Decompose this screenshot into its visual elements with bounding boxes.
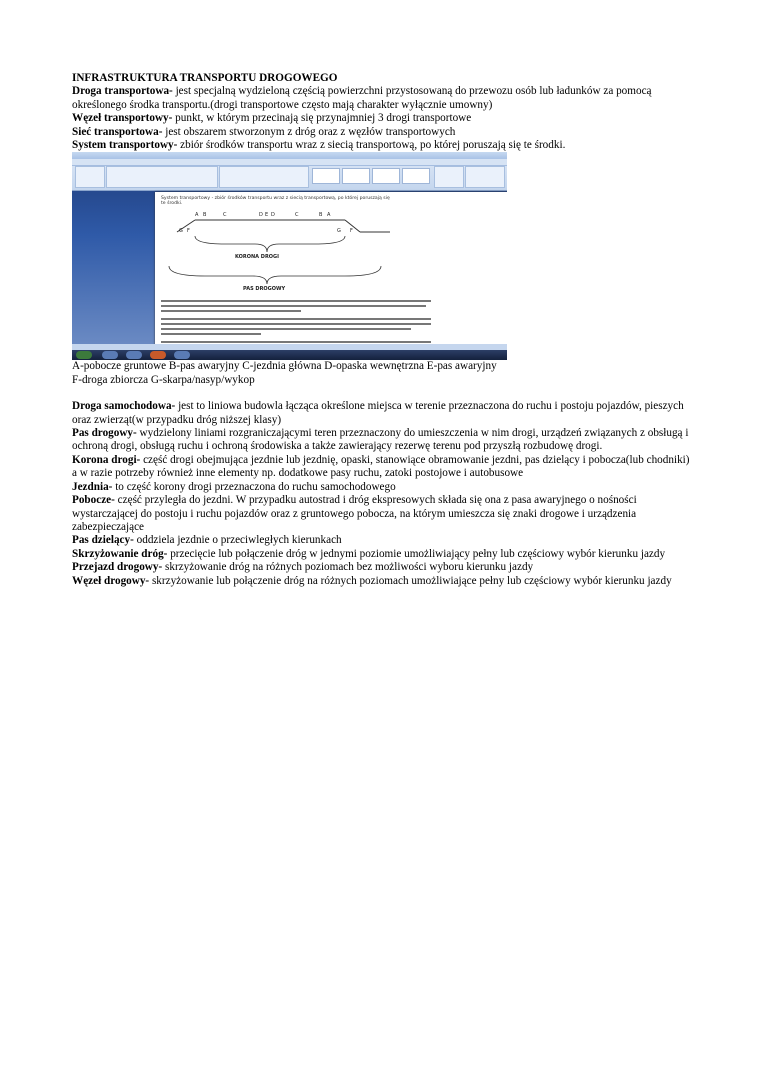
definition-korona-drogi: Korona drogi- część drogi obejmująca jezdnie lub jezdnię, opaski, stanowiące obramowanie jezdni, pas dzielący i pobocza(lub chodniki) a w razie potrzeby również inne elementy np. dodatkowe pasy ruchu, zatoki postojowe i autobusowe [72,453,690,480]
diagram-letter: B [203,212,207,219]
definition-system-transportowy: System transportowy- zbiór środków transportu wraz z siecią transportową, po której poruszają się te środki. [72,139,566,152]
definition-jezdnia: Jezdnia- to część korony drogi przeznaczona do ruchu samochodowego [72,480,396,493]
definition-skrzyzowanie-drog: Skrzyżowanie dróg- przecięcie lub połączenie dróg w jednymi poziomie umożliwiający pełny lub częściowy wybór kierunku jazdy [72,547,666,560]
diagram-letter: D [271,212,275,219]
definition-pas-dzielacy: Pas dzielący- oddziela jezdnie o przeciwległych kierunkach [72,534,342,547]
definition-pas-drogowy: Pas drogowy- wydzielony liniami rozgraniczającymi teren przeznaczony do umieszczenia w nim drogi, urządzeń związanych z obsługą i ochroną drogi, obsługą ruchu i ochroną środowiska a także zawierający rezerwę terenu pod przyszłą rozbudowę drogi. [72,427,689,453]
diagram-letter: B [319,212,323,219]
definition-przejazd-drogowy: Przejazd drogowy- skrzyżowanie dróg na różnych poziomach bez możliwości wyboru kierunku jazdy [72,561,534,574]
ribbon-toolbar [72,152,507,191]
diagram-letter: G [179,228,183,235]
caption-line: F-droga zbiorcza G-skarpa/nasyp/wykop [72,373,255,386]
caption-line: A-pobocze gruntowe B-pas awaryjny C-jezdnia główna D-opaska wewnętrzna E-pas awaryjny [72,360,497,373]
definition-droga-samochodowa: Droga samochodowa- jest to liniowa budowla łącząca określone miejsca w terenie przeznaczona do ruchu i postoju pojazdów, pieszych oraz zwierząt(w przypadku dróg niższej klasy) [72,400,684,426]
document-title: INFRASTRUKTURA TRANSPORTU DROGOWEGO [72,72,338,84]
document-canvas: System transportowy - zbiór środków transportu wraz z siecią transportową, po której poruszają się te środki. A B C D E D C B A G F G F KORONA DROGI PAS DROGOWY [155,192,507,350]
taskbar [72,350,507,360]
diagram-letter: F [187,228,190,235]
korona-drogi-label: KORONA DROGI [235,254,280,261]
embedded-screenshot [72,152,507,360]
definition-wezel-transportowy: Węzeł transportowy- punkt, w którym przecinają się przynajmniej 3 drogi transportowe [72,112,472,125]
diagram-letter: E [265,212,269,219]
definition-pobocze: Pobocze- część przyległa do jezdni. W przypadku autostrad i dróg ekspresowych składa się ona z pasa awaryjnego o nośności wystarczającej do postoju i ruchu pojazdów oraz z gruntowego pobocza, na którym umieszcza się znaki drogowe i urządzenia zabezpieczające [72,494,637,533]
definition-wezel-drogowy: Węzeł drogowy- skrzyżowanie lub połączenie dróg na różnych poziomach umożliwiające pełny lub częściowy wybór kierunku jazdy [72,574,672,587]
document-page [72,72,692,588]
diagram-letter: C [223,212,227,219]
definition-droga-transportowa: Droga transportowa- jest specjalną wydzieloną częścią powierzchni przystosowaną do przewozu osób lub ładunków za pomocą określonego środka transportu.(drogi transportowe często mają charakter wyłącznie umowny) [72,85,652,111]
diagram-letter: A [327,212,331,219]
pas-drogowy-label: PAS DROGOWY [243,286,286,293]
start-button-icon [76,351,92,359]
diagram-letter: D [259,212,263,219]
definition-siec-transportowa: Sieć transportowa- jest obszarem stworzonym z dróg oraz z węzłów transportowych [72,125,456,138]
figure-caption [72,360,692,387]
diagram-letter: C [295,212,299,219]
diagram-letter: G [337,228,341,235]
diagram-letter: A [195,212,199,219]
diagram-letter: F [350,228,353,235]
